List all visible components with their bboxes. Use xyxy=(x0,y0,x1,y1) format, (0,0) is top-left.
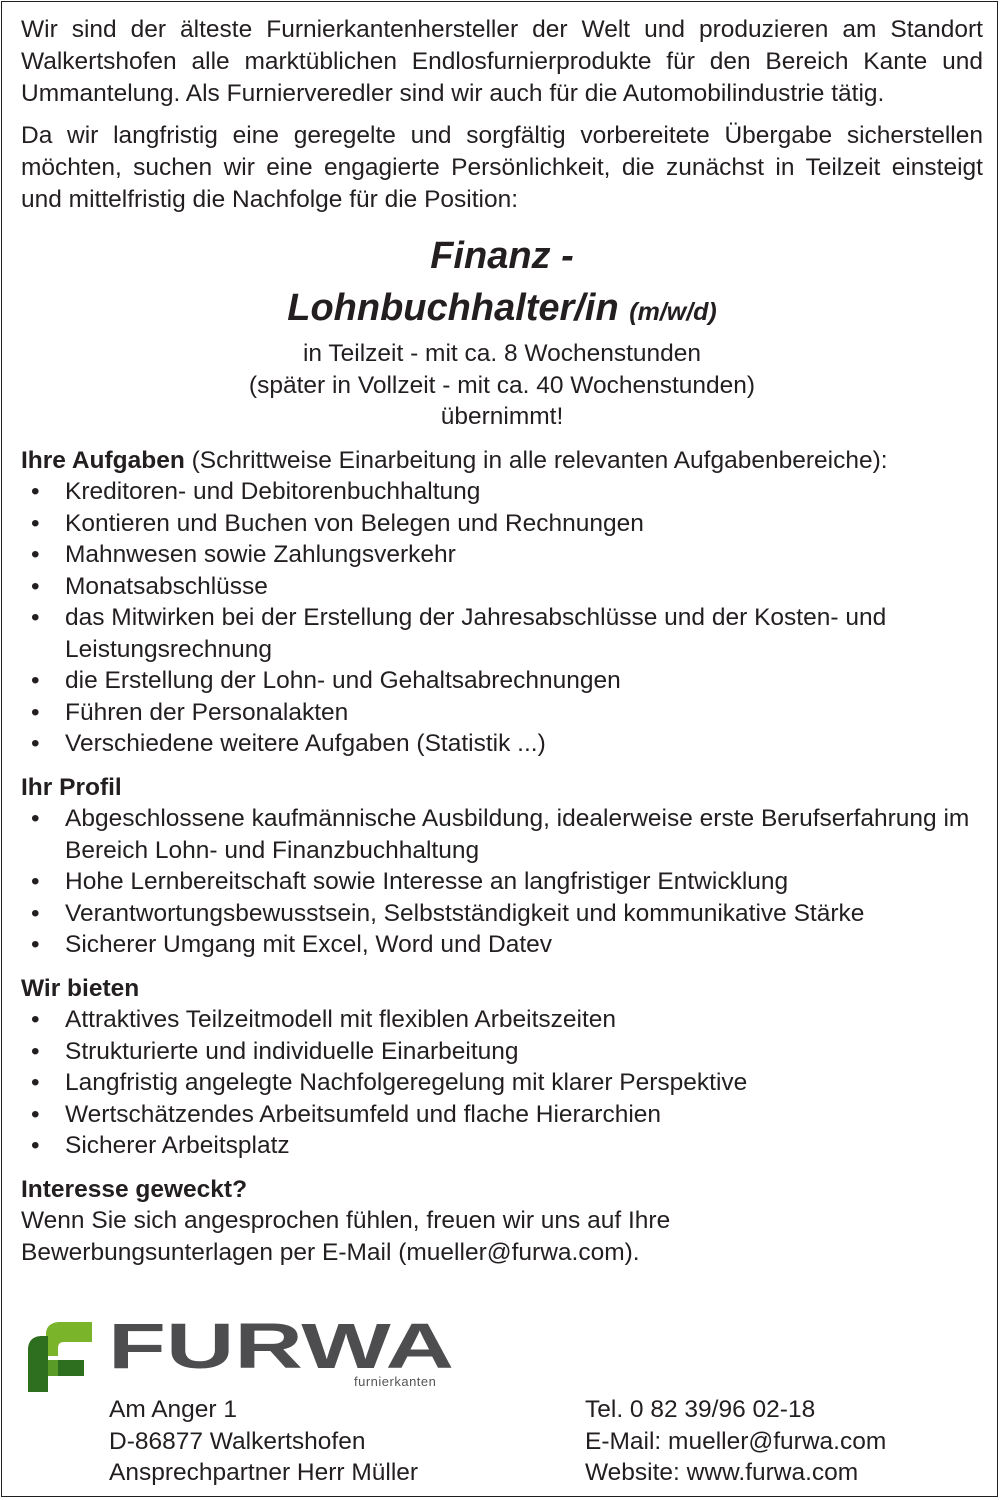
list-item: • Langfristig angelegte Nachfolgeregelung mit klarer Perspektive xyxy=(21,1067,983,1099)
position-title-line2: Lohnbuchhalter/in xyxy=(287,287,619,329)
position-subtitle-fulltime: (später in Vollzeit - mit ca. 40 Wochenstunden) xyxy=(248,371,756,399)
address-street: Am Anger 1 xyxy=(109,1396,238,1423)
position-title xyxy=(21,230,983,338)
tasks-list xyxy=(21,476,983,760)
contact-website: Website: www.furwa.com xyxy=(585,1459,859,1486)
list-item: • Mahnwesen sowie Zahlungsverkehr xyxy=(21,539,983,571)
tasks-heading-label: Ihre Aufgaben xyxy=(21,446,185,474)
list-item: • Monatsabschlüsse xyxy=(21,571,983,603)
contact-phone: Tel. 0 82 39/96 02-18 xyxy=(585,1396,816,1423)
profile-heading xyxy=(21,772,983,804)
tasks-heading xyxy=(21,445,983,477)
contact-email: E-Mail: mueller@furwa.com xyxy=(585,1427,887,1455)
list-item: • das Mitwirken bei der Erstellung der Jahresabschlüsse und der Kosten- und Leistungsrechnung xyxy=(21,602,983,665)
profile-list xyxy=(21,803,983,961)
list-item: • Strukturierte und individuelle Einarbeitung xyxy=(21,1036,983,1068)
closing-line2: Bewerbungsunterlagen per E-Mail (mueller@furwa.com). xyxy=(21,1238,640,1266)
tasks-heading-note: (Schrittweise Einarbeitung in alle relevanten Aufgabenbereiche): xyxy=(184,446,888,474)
list-item: • Attraktives Teilzeitmodell mit flexiblen Arbeitszeiten xyxy=(21,1004,983,1036)
company-contact xyxy=(585,1394,886,1489)
address-city: D-86877 Walkertshofen xyxy=(109,1427,366,1455)
position-subtitle-parttime: in Teilzeit - mit ca. 8 Wochenstunden xyxy=(302,340,702,367)
closing-heading-label: Interesse geweckt? xyxy=(21,1175,248,1203)
list-item: • Abgeschlossene kaufmännische Ausbildung, idealerweise erste Berufserfahrung im Bereich Lohn- und Finanzbuchhaltung xyxy=(21,803,983,866)
contact-person: Ansprechpartner Herr Müller xyxy=(109,1459,419,1486)
list-item: • Sicherer Arbeitsplatz xyxy=(21,1130,983,1162)
list-item: • Verantwortungsbewusstsein, Selbstständigkeit und kommunikative Stärke xyxy=(21,898,983,930)
gender-note: (m/w/d) xyxy=(629,298,717,326)
furwa-tagline: furnierkanten xyxy=(354,1374,437,1389)
position-title-line2-wrap xyxy=(21,282,983,338)
profile-heading-label: Ihr Profil xyxy=(21,773,122,801)
furwa-wordmark xyxy=(108,1316,458,1376)
offer-heading xyxy=(21,973,983,1005)
list-item: • Wertschätzendes Arbeitsumfeld und flache Hierarchien xyxy=(21,1099,983,1131)
job-advertisement xyxy=(1,1,998,1497)
position-title-line1: Finanz - xyxy=(430,235,574,277)
company-address xyxy=(109,1394,418,1489)
list-item: • Verschiedene weitere Aufgaben (Statistik ...) xyxy=(21,728,983,760)
furwa-logo xyxy=(24,1316,464,1396)
furwa-logo-mark-icon xyxy=(24,1320,94,1394)
list-item: • Führen der Personalakten xyxy=(21,697,983,729)
ad-content xyxy=(21,14,983,1268)
intro-paragraph-succession: Da wir langfristig eine geregelte und sorgfältig vorbereitete Übergabe sicherstellen möchten, suchen wir eine engagierte Persönlichkeit, die zunächst in Teilzeit einsteigt und mittelfristig die Nachfolge für die Position: xyxy=(21,122,983,213)
closing-heading xyxy=(21,1174,983,1206)
list-item: • Hohe Lernbereitschaft sowie Interesse an langfristiger Entwicklung xyxy=(21,866,983,898)
furwa-wordmark-text: FURWA xyxy=(108,1316,454,1376)
closing-line1: Wenn Sie sich angesprochen fühlen, freuen wir uns auf Ihre xyxy=(21,1207,671,1234)
intro-paragraph-company: Wir sind der älteste Furnierkantenhersteller der Welt und produzieren am Standort Walkertshofen alle marktüblichen Endlosfurnierprodukte für den Bereich Kante und Ummantelung. Als Furnierveredler sind wir auch für die Automobilindustrie tätig. xyxy=(21,16,983,107)
list-item: • Sicherer Umgang mit Excel, Word und Datev xyxy=(21,929,983,961)
list-item: • Kontieren und Buchen von Belegen und Rechnungen xyxy=(21,508,983,540)
list-item: • die Erstellung der Lohn- und Gehaltsabrechnungen xyxy=(21,665,983,697)
position-subtitle-takeover: übernimmt! xyxy=(440,403,564,430)
list-item: • Kreditoren- und Debitorenbuchhaltung xyxy=(21,476,983,508)
offer-list xyxy=(21,1004,983,1162)
offer-heading-label: Wir bieten xyxy=(21,974,140,1002)
